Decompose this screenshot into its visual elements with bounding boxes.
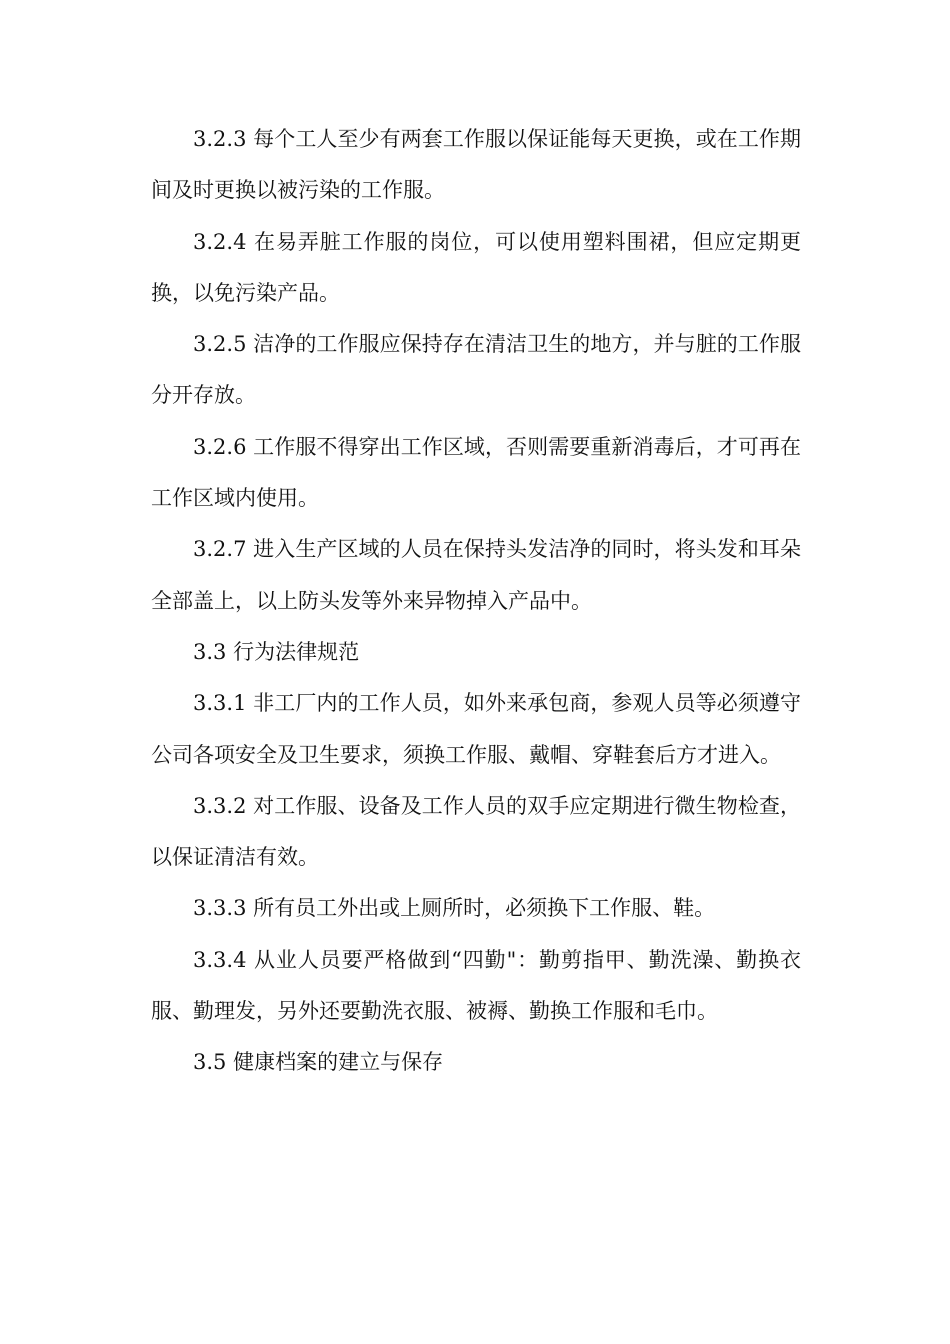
paragraph-3-3-2: 3.3.2 对工作服、设备及工作人员的双手应定期进行微生物检查，以保证清洁有效。 (151, 793, 801, 870)
paragraph-3-2-7: 3.2.7 进入生产区域的人员在保持头发洁净的同时，将头发和耳朵全部盖上，以上防头发等外来异物掉入产品中。 (151, 537, 801, 613)
paragraph-3-2-3: 3.2.3 每个工人至少有两套工作服以保证能每天更换，或在工作期间及时更换以被污染的工作服。 (151, 127, 801, 203)
paragraph-3-3-3: 3.3.3 所有员工外出或上厕所时，必须换下工作服、鞋。 (193, 896, 716, 921)
paragraph-3-3-1: 3.3.1 非工厂内的工作人员，如外来承包商，参观人员等必须遵守公司各项安全及卫生要求，须换工作服、戴帽、穿鞋套后方才进入。 (151, 691, 801, 767)
paragraph-3-2-6: 3.2.6 工作服不得穿出工作区域，否则需要重新消毒后，才可再在工作区域内使用。 (151, 434, 801, 511)
section-heading-3-5: 3.5 健康档案的建立与保存 (193, 1050, 444, 1075)
section-heading-3-3: 3.3 行为法律规范 (193, 639, 360, 664)
paragraph-3-2-4: 3.2.4 在易弄脏工作服的岗位，可以使用塑料围裙，但应定期更换，以免污染产品。 (151, 229, 801, 305)
paragraph-3-2-5: 3.2.5 洁净的工作服应保持存在清洁卫生的地方，并与脏的工作服分开存放。 (151, 332, 801, 408)
paragraph-3-3-4: 3.3.4 从业人员要严格做到“四勤"：勤剪指甲、勤洗澡、勤换衣服、勤理发，另外还要勤洗衣服、被褥、勤换工作服和毛巾。 (151, 947, 801, 1024)
document-body (151, 114, 801, 1089)
